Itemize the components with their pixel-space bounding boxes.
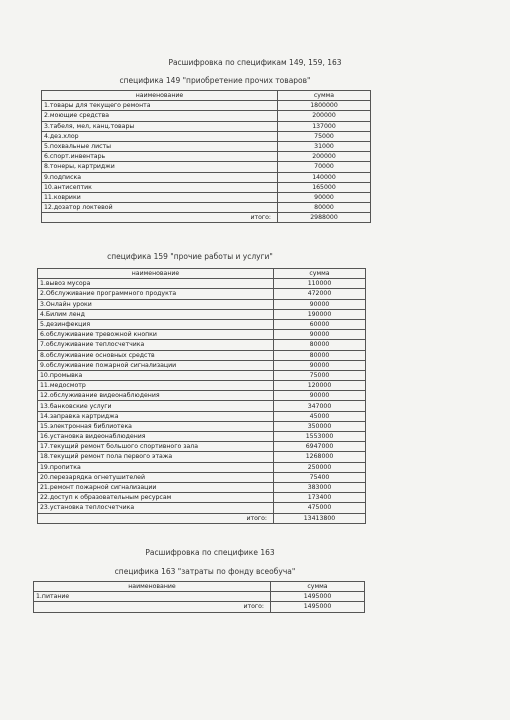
row-name: 6.обслуживание тревожной кнопки <box>38 330 274 340</box>
total-label: итого: <box>34 602 271 612</box>
row-name: 12.обслуживание видеонаблюдения <box>38 391 274 401</box>
column-header-name: наименование <box>34 582 271 592</box>
row-sum: 75000 <box>278 131 371 141</box>
row-sum: 383000 <box>274 482 366 492</box>
column-header-name: наименование <box>42 91 278 101</box>
row-name: 19.пропитка <box>38 462 274 472</box>
row-name: 9.обслуживание пожарной сигнализации <box>38 360 274 370</box>
table-row <box>42 172 371 182</box>
row-name: 10.антисептик <box>42 182 278 192</box>
table-row <box>38 482 366 492</box>
row-sum: 90000 <box>274 299 366 309</box>
column-header-sum: сумма <box>278 91 371 101</box>
row-sum: 1495000 <box>271 592 365 602</box>
row-sum: 75000 <box>274 370 366 380</box>
table-row <box>38 472 366 482</box>
table-row <box>42 101 371 111</box>
row-name: 4.дез.хлор <box>42 131 278 141</box>
row-name: 15.электронная библиотека <box>38 421 274 431</box>
row-sum: 200000 <box>278 152 371 162</box>
table-row <box>38 442 366 452</box>
row-sum: 75400 <box>274 472 366 482</box>
table-row <box>42 121 371 131</box>
row-name: 11.медосмотр <box>38 381 274 391</box>
spec163-header: Расшифровка по специфике 163 <box>145 548 275 557</box>
row-sum: 60000 <box>274 319 366 329</box>
table-row <box>38 299 366 309</box>
row-sum: 80000 <box>274 350 366 360</box>
row-sum: 31000 <box>278 141 371 151</box>
row-name: 6.спорт.инвентарь <box>42 152 278 162</box>
row-sum: 90000 <box>274 330 366 340</box>
row-sum: 475000 <box>274 503 366 513</box>
table-row <box>38 503 366 513</box>
table-row <box>42 111 371 121</box>
spec159-title: специфика 159 "прочие работы и услуги" <box>107 252 273 261</box>
table-row <box>42 203 371 213</box>
row-sum: 350000 <box>274 421 366 431</box>
row-name: 2.моющие средства <box>42 111 278 121</box>
row-sum: 90000 <box>274 360 366 370</box>
table-row <box>42 141 371 151</box>
spec149-table <box>41 90 371 223</box>
table-row <box>38 381 366 391</box>
row-sum: 347000 <box>274 401 366 411</box>
column-header-sum: сумма <box>274 269 366 279</box>
row-name: 1.товары для текущего ремонта <box>42 101 278 111</box>
table-row <box>42 162 371 172</box>
row-name: 11.коврики <box>42 192 278 202</box>
total-row <box>34 602 365 612</box>
table-row <box>38 452 366 462</box>
row-sum: 6947000 <box>274 442 366 452</box>
row-sum: 120000 <box>274 381 366 391</box>
row-sum: 110000 <box>274 279 366 289</box>
total-row <box>42 213 371 223</box>
spec163-title: специфика 163 "затраты по фонду всеобуча" <box>114 567 296 576</box>
table-row <box>42 192 371 202</box>
row-sum: 250000 <box>274 462 366 472</box>
table-row <box>42 182 371 192</box>
row-sum: 1268000 <box>274 452 366 462</box>
total-label: итого: <box>42 213 278 223</box>
spec163-table <box>33 581 365 613</box>
total-value: 1495000 <box>271 602 365 612</box>
row-name: 22.доступ к образовательным ресурсам <box>38 493 274 503</box>
table-row <box>42 131 371 141</box>
row-name: 4.Билим ленд <box>38 309 274 319</box>
table-row <box>38 330 366 340</box>
row-sum: 173400 <box>274 493 366 503</box>
table-row <box>38 493 366 503</box>
row-name: 1.питание <box>34 592 271 602</box>
row-name: 3.Онлайн уроки <box>38 299 274 309</box>
row-name: 21.ремонт пожарной сигнализации <box>38 482 274 492</box>
row-name: 1.вывоз мусора <box>38 279 274 289</box>
table-row <box>38 370 366 380</box>
row-name: 23.установка теплосчетчика <box>38 503 274 513</box>
total-value: 2988000 <box>278 213 371 223</box>
row-name: 16.установка видеонаблюдения <box>38 432 274 442</box>
row-name: 18.текущий ремонт пола первого этажа <box>38 452 274 462</box>
row-name: 17.текущий ремонт большого спортивного зала <box>38 442 274 452</box>
table-row <box>38 309 366 319</box>
row-name: 5.дезинфекция <box>38 319 274 329</box>
table-row <box>38 462 366 472</box>
row-name: 3.табеля, мел, канц.товары <box>42 121 278 131</box>
table-row <box>34 592 365 602</box>
row-name: 7.обслуживание теплосчетчика <box>38 340 274 350</box>
row-name: 10.промывка <box>38 370 274 380</box>
row-name: 8.тонеры, картриджи <box>42 162 278 172</box>
table-row <box>38 350 366 360</box>
column-header-name: наименование <box>38 269 274 279</box>
table-row <box>38 401 366 411</box>
row-sum: 137000 <box>278 121 371 131</box>
row-sum: 165000 <box>278 182 371 192</box>
row-sum: 90000 <box>278 192 371 202</box>
page-header: Расшифровка по спецификам 149, 159, 163 <box>168 58 342 67</box>
row-name: 2.Обслуживание программного продукта <box>38 289 274 299</box>
row-name: 13.банковские услуги <box>38 401 274 411</box>
row-sum: 200000 <box>278 111 371 121</box>
row-sum: 80000 <box>278 203 371 213</box>
row-name: 14.заправка картриджа <box>38 411 274 421</box>
row-sum: 190000 <box>274 309 366 319</box>
spec159-table <box>37 268 366 524</box>
total-value: 13413800 <box>274 513 366 523</box>
row-name: 20.перезарядка огнетушителей <box>38 472 274 482</box>
table-row <box>38 340 366 350</box>
row-sum: 80000 <box>274 340 366 350</box>
column-header-sum: сумма <box>271 582 365 592</box>
table-row <box>38 289 366 299</box>
spec149-title: специфика 149 "приобретение прочих товаров" <box>119 76 311 85</box>
header-row <box>42 91 371 101</box>
header-row <box>38 269 366 279</box>
table-row <box>38 411 366 421</box>
row-sum: 90000 <box>274 391 366 401</box>
row-name: 5.похвальные листы <box>42 141 278 151</box>
row-name: 12.дозатор локтевой <box>42 203 278 213</box>
row-name: 8.обслуживание основных средств <box>38 350 274 360</box>
table-row <box>38 391 366 401</box>
table-row <box>38 421 366 431</box>
row-sum: 1553000 <box>274 432 366 442</box>
table-row <box>38 432 366 442</box>
table-row <box>38 319 366 329</box>
row-name: 9.подписка <box>42 172 278 182</box>
table-row <box>42 152 371 162</box>
header-row <box>34 582 365 592</box>
row-sum: 140000 <box>278 172 371 182</box>
row-sum: 472000 <box>274 289 366 299</box>
table-row <box>38 360 366 370</box>
total-row <box>38 513 366 523</box>
row-sum: 1800000 <box>278 101 371 111</box>
row-sum: 45000 <box>274 411 366 421</box>
row-sum: 70000 <box>278 162 371 172</box>
total-label: итого: <box>38 513 274 523</box>
table-row <box>38 279 366 289</box>
